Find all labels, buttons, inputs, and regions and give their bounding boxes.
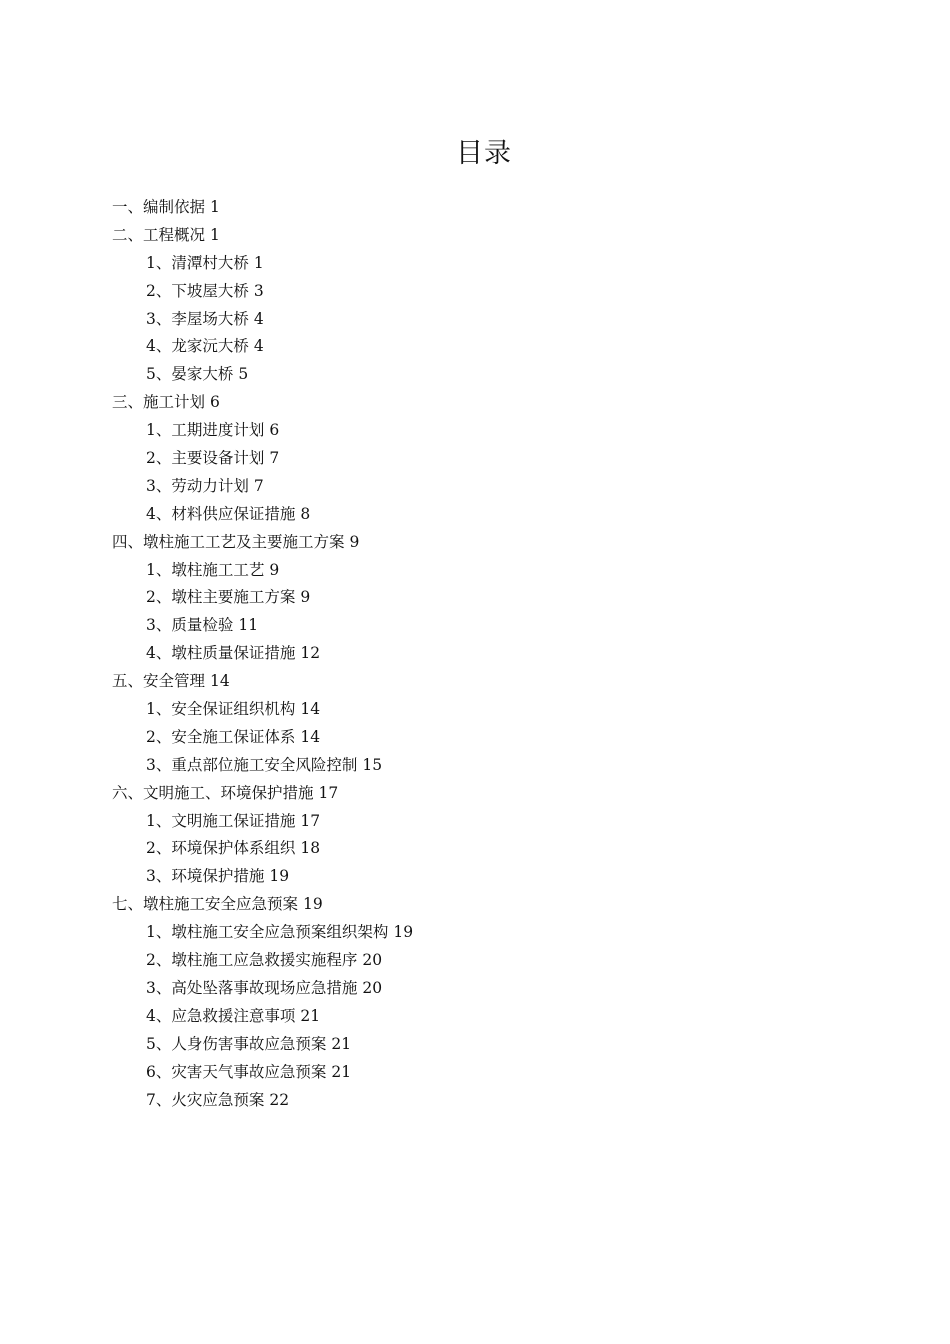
toc-entry[interactable]: [112, 473, 872, 501]
toc-entry-page-number: 9: [269, 560, 280, 579]
toc-entry[interactable]: [112, 389, 872, 417]
toc-entry[interactable]: [112, 696, 872, 724]
toc-entry-label: 1、清潭村大桥: [146, 253, 249, 272]
toc-entry-page-number: 14: [300, 700, 321, 719]
toc-entry-label: 1、工期进度计划: [146, 421, 265, 440]
toc-entry-label: 七、墩柱施工安全应急预案: [112, 895, 299, 914]
toc-entry-label: 3、质量检验: [146, 616, 234, 635]
toc-entry-page-number: 4: [253, 309, 264, 328]
toc-entry-page-number: 9: [300, 588, 311, 607]
toc-entry-label: 4、龙家沅大桥: [146, 337, 249, 356]
toc-entry[interactable]: [112, 361, 872, 389]
toc-entry-label: 3、重点部位施工安全风险控制: [146, 755, 358, 774]
toc-entry[interactable]: [112, 752, 872, 780]
toc-entry-label: 5、人身伤害事故应急预案: [146, 1034, 327, 1053]
toc-entry-page-number: 4: [253, 337, 264, 356]
toc-entry-label: 6、灾害天气事故应急预案: [146, 1062, 327, 1081]
toc-entry-label: 二、工程概况: [112, 225, 206, 244]
toc-entry[interactable]: [112, 780, 872, 808]
toc-entry-label: 三、施工计划: [112, 393, 206, 412]
toc-entry[interactable]: [112, 1031, 872, 1059]
toc-entry-label: 2、安全施工保证体系: [146, 727, 296, 746]
toc-entry-page-number: 20: [362, 951, 383, 970]
toc-entry-label: 2、墩柱主要施工方案: [146, 588, 296, 607]
toc-entry[interactable]: [112, 557, 872, 585]
toc-entry-label: 2、墩柱施工应急救援实施程序: [146, 951, 358, 970]
toc-entry[interactable]: [112, 445, 872, 473]
toc-title: 目录: [456, 138, 512, 169]
toc-entry[interactable]: [112, 1087, 872, 1115]
toc-entry[interactable]: [112, 668, 872, 696]
toc-entry-page-number: 6: [210, 393, 220, 412]
toc-entry[interactable]: [112, 584, 872, 612]
toc-entry-page-number: 21: [331, 1062, 352, 1081]
toc-entry-page-number: 21: [300, 1006, 321, 1025]
toc-entry-label: 4、应急救援注意事项: [146, 1006, 296, 1025]
toc-entry[interactable]: [112, 640, 872, 668]
toc-entry-label: 一、编制依据: [112, 198, 206, 216]
toc-entry[interactable]: [112, 947, 872, 975]
toc-entry-page-number: 11: [238, 616, 259, 635]
toc-entry-page-number: 21: [331, 1034, 352, 1053]
toc-entry-page-number: 18: [300, 839, 321, 858]
toc-entry-page-number: 1: [210, 225, 220, 244]
toc-entry[interactable]: [112, 1059, 872, 1087]
toc-entry[interactable]: [112, 612, 872, 640]
toc-entry[interactable]: [112, 501, 872, 529]
toc-entry[interactable]: [112, 975, 872, 1003]
toc-entry-page-number: 17: [300, 811, 321, 830]
toc-list: [112, 194, 872, 1114]
toc-entry[interactable]: [112, 724, 872, 752]
toc-entry-page-number: 14: [300, 727, 321, 746]
toc-entry-page-number: 22: [269, 1090, 290, 1109]
toc-entry-page-number: 12: [300, 644, 321, 663]
toc-entry-label: 4、墩柱质量保证措施: [146, 644, 296, 663]
toc-entry-page-number: 8: [300, 504, 311, 523]
toc-entry-label: 3、劳动力计划: [146, 476, 249, 495]
toc-entry[interactable]: [112, 333, 872, 361]
toc-entry-page-number: 15: [362, 755, 383, 774]
toc-entry-label: 六、文明施工、环境保护措施: [112, 783, 314, 802]
toc-entry[interactable]: [112, 250, 872, 278]
toc-entry-page-number: 1: [253, 253, 264, 272]
toc-entry-label: 四、墩柱施工工艺及主要施工方案: [112, 532, 345, 551]
toc-entry-page-number: 19: [269, 867, 290, 886]
toc-entry-page-number: 1: [210, 198, 220, 216]
toc-entry-label: 7、火灾应急预案: [146, 1090, 265, 1109]
toc-entry-page-number: 9: [349, 532, 360, 551]
toc-entry-page-number: 7: [269, 449, 280, 468]
toc-entry-label: 2、环境保护体系组织: [146, 839, 296, 858]
toc-entry-page-number: 7: [253, 476, 264, 495]
toc-entry[interactable]: [112, 417, 872, 445]
toc-entry-page-number: 3: [253, 281, 264, 300]
toc-entry[interactable]: [112, 891, 872, 919]
toc-entry-label: 1、文明施工保证措施: [146, 811, 296, 830]
toc-entry[interactable]: [112, 306, 872, 334]
toc-entry-label: 3、环境保护措施: [146, 867, 265, 886]
toc-entry[interactable]: [112, 1003, 872, 1031]
toc-entry-label: 1、墩柱施工工艺: [146, 560, 265, 579]
toc-entry-page-number: 5: [238, 365, 249, 384]
toc-entry[interactable]: [112, 194, 872, 222]
toc-entry-label: 3、李屋场大桥: [146, 309, 249, 328]
toc-entry-label: 1、安全保证组织机构: [146, 700, 296, 719]
toc-entry[interactable]: [112, 863, 872, 891]
toc-entry[interactable]: [112, 808, 872, 836]
toc-entry-label: 1、墩柱施工安全应急预案组织架构: [146, 923, 389, 942]
toc-entry[interactable]: [112, 278, 872, 306]
toc-entry-page-number: 19: [393, 923, 414, 942]
toc-entry-label: 5、晏家大桥: [146, 365, 234, 384]
toc-entry-label: 五、安全管理: [112, 672, 206, 691]
toc-entry-label: 2、下坡屋大桥: [146, 281, 249, 300]
toc-entry[interactable]: [112, 835, 872, 863]
toc-entry[interactable]: [112, 919, 872, 947]
toc-entry[interactable]: [112, 222, 872, 250]
toc-entry-page-number: 6: [269, 421, 280, 440]
toc-entry[interactable]: [112, 529, 872, 557]
toc-entry-page-number: 14: [210, 672, 230, 691]
toc-entry-page-number: 19: [303, 895, 323, 914]
toc-entry-label: 3、高处坠落事故现场应急措施: [146, 978, 358, 997]
toc-entry-label: 4、材料供应保证措施: [146, 504, 296, 523]
toc-entry-page-number: 17: [318, 783, 339, 802]
toc-entry-label: 2、主要设备计划: [146, 449, 265, 468]
toc-entry-page-number: 20: [362, 978, 383, 997]
